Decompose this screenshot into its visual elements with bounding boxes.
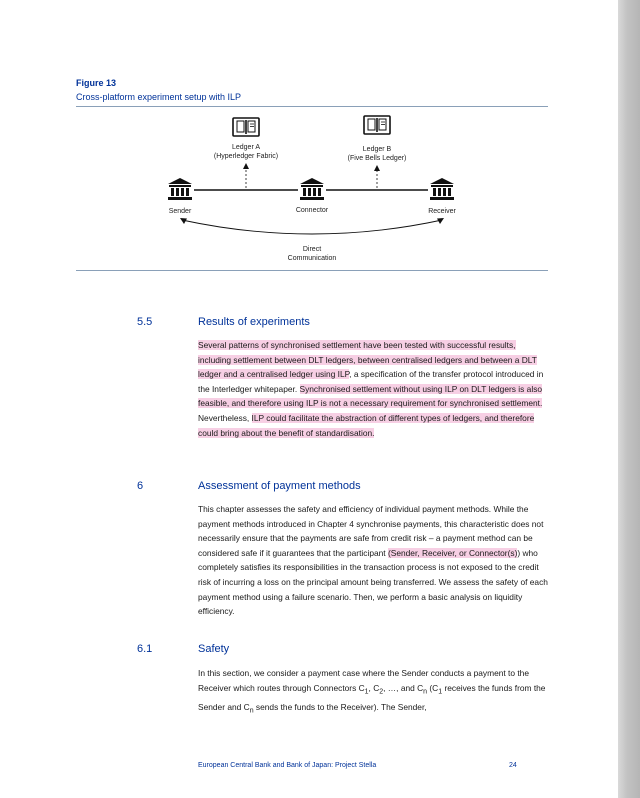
highlight-span: Synchronised settlement without using ILP on DLT ledgers is also feasible, and therefore using ILP is not a necessary requirement for synchronised settlement. [198,383,543,409]
paragraph-text: sends the funds to the Receiver). The Sender, [253,701,427,712]
figure-bottom-rule [76,270,548,271]
connector-label: Connector [295,207,329,214]
ledger-a-book-icon [233,118,259,136]
direct-line2: Communication [287,255,337,262]
highlight-span: (Sender, Receiver, or Connector(s) [387,547,518,558]
section-5-5-title: Results of experiments [198,316,310,328]
connector-to-ledger-a-arrow [243,163,249,188]
paragraph-text: receives the funds from the Sender and C [198,682,546,712]
section-6-title: Assessment of payment methods [198,480,361,492]
receiver-bank-icon [430,178,454,200]
section-6-1-title: Safety [198,643,230,655]
direct-line1: Direct [302,246,322,253]
ledger-b-name: Ledger B [362,146,392,153]
paragraph-text: This chapter assesses the safety and efficiency of individual payment methods. While the payment methods introduced in Chapter 4 synchronise payments, this characteristic does not necessarily ensure that the payments are safe from credit risk – a payment method can be considered safe if it guarantees that the participant [198,504,544,558]
ledger-b-platform: (Five Bells Ledger) [347,155,407,162]
page-number: 24 [509,762,517,769]
figure-label: Figure 13 [76,78,117,88]
paragraph-text: , …, and C [383,682,424,693]
receiver-label: Receiver [428,208,456,215]
sender-label: Sender [168,208,192,215]
connector-to-ledger-b-arrow [374,165,380,188]
paragraph-text: Nevertheless, [198,412,252,423]
direct-communication-label [272,245,352,263]
subscript: 1 [438,688,443,696]
section-5-5-number: 5.5 [137,316,153,328]
sender-bank-icon [168,178,192,200]
subscript: 2 [379,688,384,696]
subscript: n [249,707,254,715]
paragraph-text: (C [427,682,439,693]
figure-title: Cross-platform experiment setup with ILP [76,92,242,102]
ledger-a-platform: (Hyperledger Fabric) [213,153,279,160]
highlight-span: ILP could facilitate the abstraction of different types of ledgers, and therefore could bring about the benefit of standardisation. [198,412,535,438]
ledger-b-label [337,145,417,163]
section-6-1-paragraph [198,666,548,719]
direct-communication-arrow [180,218,444,234]
section-6-number: 6 [137,480,144,492]
subscript: 1 [364,688,369,696]
section-6-1-number: 6.1 [137,643,153,655]
ledger-a-label [206,143,286,161]
figure-top-rule [76,106,548,107]
highlight-span: Several patterns of synchronised settlement have been tested with successful results, including settlement between DLT ledgers, between centralised ledgers and between a DLT ledger and a centralised ledger using ILP [198,340,537,380]
paragraph-text: , a specification of the transfer protocol introduced in the Interledger whitepaper. [198,369,544,394]
footer-source: European Central Bank and Bank of Japan: Project Stella [198,762,377,769]
paragraph-text: In this section, we consider a payment case where the Sender conducts a payment to the Receiver which routes through Connectors C [198,668,530,693]
section-5-5-paragraph [198,338,548,440]
paragraph-text: , C [368,682,380,693]
connector-bank-icon [300,178,324,200]
subscript: n [423,688,428,696]
section-6-paragraph [198,502,548,619]
ledger-b-book-icon [364,116,390,134]
viewer-scroll-gutter [618,0,640,798]
ilp-setup-diagram [76,108,548,270]
ledger-a-name: Ledger A [231,144,261,151]
paragraph-text: ) who completely satisfies its responsibilities in the transaction process is not exposed to the credit risk of incurring a loss on the principal amount being transferred. We assess the safety of each payment method using a failure scenario. Then, we perform a basic analysis on liquidity efficiency. [198,547,548,617]
